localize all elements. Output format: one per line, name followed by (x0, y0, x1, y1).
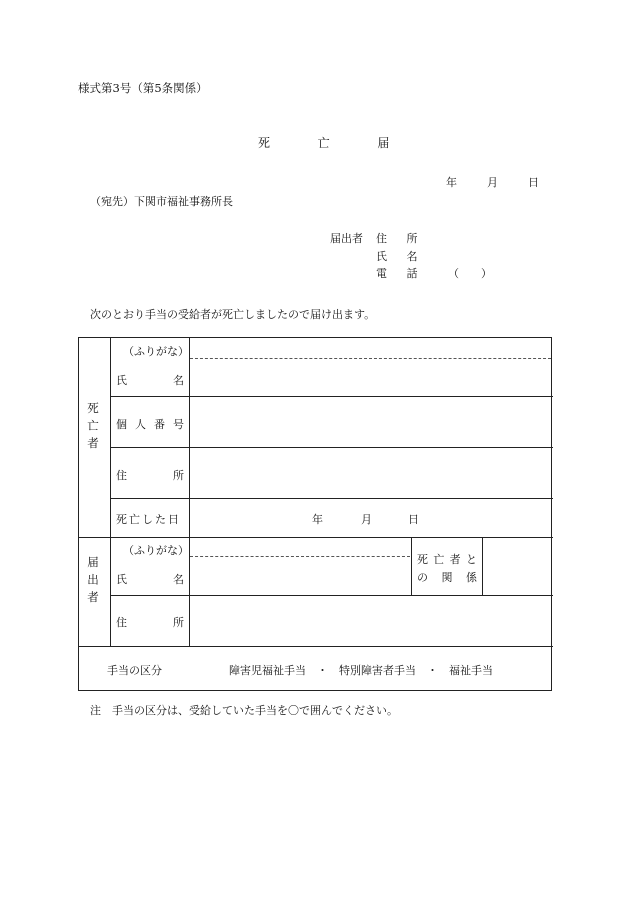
form-id: 様式第3号（第5条関係） (78, 81, 208, 95)
phone-parens[interactable]: （ ） (448, 267, 492, 280)
title-char: 亡 (317, 136, 330, 150)
addressee: （宛先）下関市福祉事務所長 (90, 195, 233, 208)
death-day-label: 日 (408, 513, 419, 526)
deceased-furigana-label: （ふりがな） (123, 345, 189, 358)
day-label: 日 (528, 176, 539, 189)
applicant-name-label: 氏 名 (376, 249, 426, 263)
submission-date[interactable] (446, 174, 539, 190)
notifier-address-field[interactable] (190, 596, 552, 646)
year-label: 年 (446, 176, 457, 189)
deceased-personal-number-label: 個 人 番 号 (116, 418, 184, 431)
deceased-name-label: 氏 名 (116, 374, 184, 387)
applicant-phone-label: 電 話 (376, 267, 426, 280)
page-title (258, 134, 389, 151)
notifier-name-label: 氏 名 (116, 573, 184, 586)
relation-label: 死 亡 者 と の 関 係 (417, 553, 477, 584)
death-date-label: 死亡した日 (116, 513, 181, 526)
title-char: 届 (377, 136, 390, 150)
deceased-address-label: 住 所 (116, 469, 184, 482)
allowance-label: 手当の区分 (107, 664, 162, 677)
allowance-options[interactable]: 障害児福祉手当 ・ 特別障害者手当 ・ 福祉手当 (229, 664, 493, 677)
death-date-field[interactable] (190, 499, 552, 537)
applicant-address-label: 住 所 (376, 232, 426, 245)
notifier-address-label: 住 所 (116, 616, 184, 629)
death-notification-table (78, 337, 552, 691)
deceased-section-label: 死亡者 (86, 402, 100, 455)
deceased-personal-number-field[interactable] (190, 397, 552, 447)
notifier-furigana-label: （ふりがな） (123, 544, 189, 557)
month-label: 月 (487, 176, 498, 189)
deceased-address-field[interactable] (190, 448, 552, 498)
applicant-label: 届出者 (330, 232, 363, 245)
death-year-label: 年 (312, 513, 323, 526)
deceased-furigana-field[interactable] (190, 339, 552, 357)
applicant-block (330, 230, 492, 283)
footnote: 注 手当の区分は、受給していた手当を〇で囲んでください。 (90, 704, 398, 717)
relation-field[interactable] (483, 538, 552, 595)
deceased-name-field[interactable] (190, 359, 552, 395)
death-month-label: 月 (361, 513, 372, 526)
notifier-section-label: 届出者 (86, 556, 100, 609)
title-char: 死 (258, 136, 271, 150)
notifier-name-field[interactable] (190, 557, 410, 595)
intro-text: 次のとおり手当の受給者が死亡しましたので届け出ます。 (90, 308, 376, 321)
notifier-furigana-field[interactable] (190, 538, 410, 555)
